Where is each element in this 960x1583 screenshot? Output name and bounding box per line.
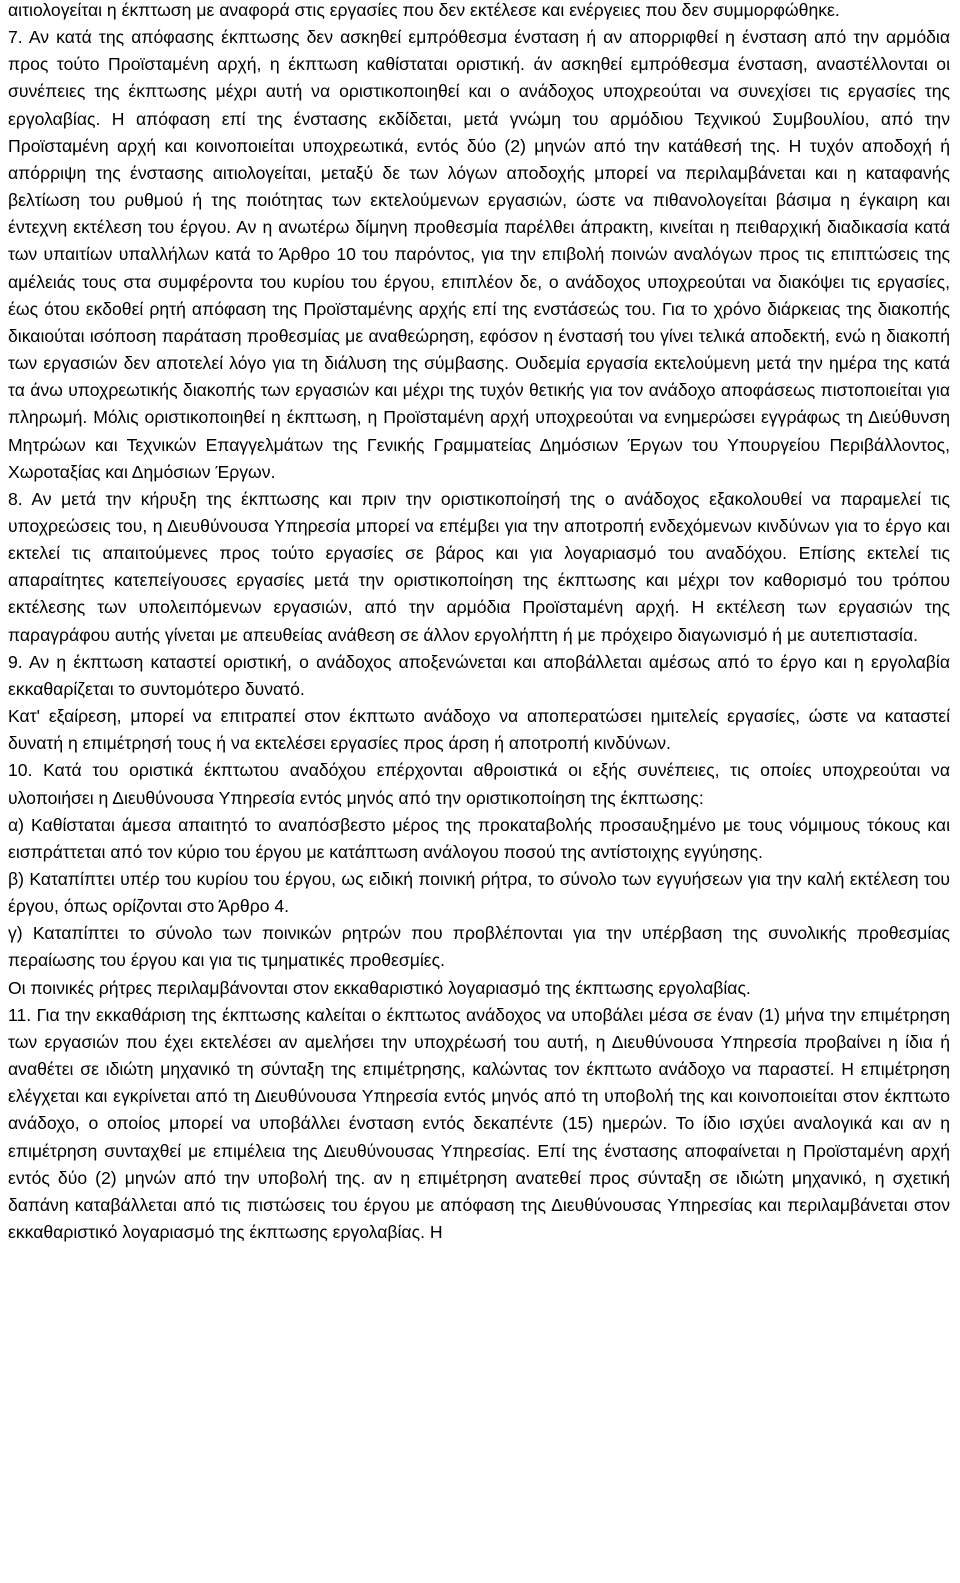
- paragraph-10-item-a: α) Καθίσταται άμεσα απαιτητό το αναπόσβεστο μέρος της προκαταβολής προσαυξημένο με τους νόμιμους τόκους και εισπράττεται από τον κύριο του έργου με κατάπτωση ανάλογου ποσού της αντίστοιχης εγγύησης.: [8, 814, 950, 862]
- paragraph-8: 8. Αν μετά την κήρυξη της έκπτωσης και πριν την οριστικοποίησή της ο ανάδοχος εξακολουθεί να παραμελεί τις υποχρεώσεις του, η Διευθύνουσα Υπηρεσία μπορεί να επέμβει για την αποτροπή ενδεχόμενων κινδύνων για το έργο και εκτελεί τις απαιτούμενες προς τούτο εργασίες σε βάρος και για λογαριασμό του αναδόχου. Επίσης εκτελεί τις απαραίτητες κατεπείγουσες εργασίες μετά την οριστικοποίηση της έκπτωσης και μέχρι τον καθορισμό του τρόπου εκτέλεσης των υπολειπόμενων εργασιών, από την αρμόδια Προϊσταμένη αρχή. Η εκτέλεση των εργασιών της παραγράφου αυτής γίνεται με απευθείας ανάθεση σε άλλον εργολήπτη ή με πρόχειρο διαγωνισμό ή με αυτεπιστασία.: [8, 488, 950, 645]
- paragraph-10-item-c: γ) Καταπίπτει το σύνολο των ποινικών ρητρών που προβλέπονται για την υπέρβαση της συνολικής προθεσμίας περαίωσης του έργου και για τις τμηματικές προθεσμίες.: [8, 923, 950, 971]
- paragraph-continuation: αιτιολογείται η έκπτωση με αναφορά στις εργασίες που δεν εκτέλεσε και ενέργειες που δεν συμμορφώθηκε.: [8, 0, 840, 20]
- paragraph-11: 11. Για την εκκαθάριση της έκπτωσης καλείται ο έκπτωτος ανάδοχος να υποβάλει μέσα σε έναν (1) μήνα την επιμέτρηση των εργασιών που έχει εκτελέσει αν αμελήσει την υποχρέωσή του αυτή, η Διευθύνουσα Υπηρεσία προβαίνει η ίδια ή αναθέτει σε ιδιώτη μηχανικό τη σύνταξη της επιμέτρησης, καλώντας τον έκπτωτο ανάδοχο να παραστεί. Η επιμέτρηση ελέγχεται και εγκρίνεται από τη Διευθύνουσα Υπηρεσία εντός μηνός από τη υποβολή της και κοινοποιείται στον έκπτωτο ανάδοχο, ο οποίος μπορεί να υποβάλλει ένσταση εντός δεκαπέντε (15) ημερών. Το ίδιο ισχύει αναλογικά και αν η επιμέτρηση συνταχθεί με επιμέλεια της Διευθύνουσας Υπηρεσίας. Επί της ένστασης αποφαίνεται η Προϊσταμένη αρχή εντός δύο (2) μηνών από την υποβολή της. αν η επιμέτρηση ανατεθεί προς σύνταξη σε ιδιώτη μηχανικό, η σχετική δαπάνη καταβάλλεται από τις πιστώσεις του έργου με απόφαση της Διευθύνουσας Υπηρεσίας και περιλαμβάνεται στον εκκαθαριστικό λογαριασμό της έκπτωσης εργολαβίας. Η: [8, 1004, 950, 1243]
- document-body: [8, 0, 950, 1246]
- paragraph-7: 7. Αν κατά της απόφασης έκπτωσης δεν ασκηθεί εμπρόθεσμα ένσταση ή αν απορριφθεί η ένσταση από την αρμόδια προς τούτο Προϊσταμένη αρχή, η έκπτωση καθίσταται οριστική. άν ασκηθεί εμπρόθεσμα ένσταση, αναστέλλονται οι συνέπειες της έκπτωσης μέχρι αυτή να οριστικοποιηθεί και ο ανάδοχος υποχρεούται να συνεχίσει τις εργασίες της εργολαβίας. Η απόφαση επί της ένστασης εκδίδεται, μετά γνώμη του αρμόδιου Τεχνικού Συμβουλίου, από την Προϊσταμένη αρχή και κοινοποιείται υποχρεωτικά, εντός δύο (2) μηνών από την κατάθεσή της. Η τυχόν αποδοχή ή απόρριψη της ένστασης αιτιολογείται, μεταξύ δε των λόγων αποδοχής μπορεί να περιλαμβάνεται και η καταφανής βελτίωση του ρυθμού ή της ποιότητας των εκτελούμενων εργασιών, ώστε να πιθανολογείται βάσιμα η έγκαιρη και έντεχνη εκτέλεση του έργου. Αν η ανωτέρω δίμηνη προθεσμία παρέλθει άπρακτη, κινείται η πειθαρχική διαδικασία κατά των υπαιτίων υπαλλήλων κατά το Άρθρο 10 του παρόντος, για την επιβολή ποινών αναλόγων προς τις επιπτώσεις της αμέλειάς τους στα συμφέροντα του κυρίου του έργου, επιπλέον δε, ο ανάδοχος υποχρεούται να διακόψει τις εργασίες, έως ότου εκδοθεί ρητή απόφαση της Προϊσταμένης αρχής επί της ενστάσεώς του. Για το χρόνο διάρκειας της διακοπής δικαιούται ισόποση παράταση προθεσμίας με αναθεώρηση, εφόσον η ένστασή του γίνει τελικά αποδεκτή, ενώ η διακοπή των εργασιών δεν αποτελεί λόγο για τη διάλυση της σύμβασης. Ουδεμία εργασία εκτελούμενη μετά την ημέρα της κατά τα άνω υποχρεωτικής διακοπής των εργασιών και μέχρι της τυχόν θετικής για τον ανάδοχο αποφάσεως πιστοποιείται για πληρωμή. Μόλις οριστικοποιηθεί η έκπτωση, η Προϊσταμένη αρχή υποχρεούται να ενημερώσει εγγράφως τη Διεύθυνση Μητρώων και Τεχνικών Επαγγελμάτων της Γενικής Γραμματείας Δημόσιων Έργων του Υπουργείου Περιβάλλοντος, Χωροταξίας και Δημόσιων Έργων.: [8, 27, 950, 482]
- paragraph-10: 10. Κατά του οριστικά έκπτωτου αναδόχου επέρχονται αθροιστικά οι εξής συνέπειες, τις οποίες υποχρεούται να υλοποιήσει η Διευθύνουσα Υπηρεσία εντός μηνός από την οριστικοποίηση της έκπτωσης:: [8, 760, 950, 808]
- paragraph-10-note: Οι ποινικές ρήτρες περιλαμβάνονται στον εκκαθαριστικό λογαριασμό της έκπτωσης εργολαβίας.: [8, 977, 751, 998]
- paragraph-9-exception: Κατ' εξαίρεση, μπορεί να επιτραπεί στον έκπτωτο ανάδοχο να αποπερατώσει ημιτελείς εργασίες, ώστε να καταστεί δυνατή η επιμέτρησή τους ή να εκτελέσει εργασίες προς άρση ή αποτροπή κινδύνων.: [8, 706, 950, 754]
- paragraph-9: 9. Αν η έκπτωση καταστεί οριστική, ο ανάδοχος αποξενώνεται και αποβάλλεται αμέσως από το έργο και η εργολαβία εκκαθαρίζεται το συντομότερο δυνατό.: [8, 651, 950, 699]
- paragraph-10-item-b: β) Καταπίπτει υπέρ του κυρίου του έργου, ως ειδική ποινική ρήτρα, το σύνολο των εγγυήσεων για την καλή εκτέλεση του έργου, όπως ορίζονται στο Άρθρο 4.: [8, 869, 950, 917]
